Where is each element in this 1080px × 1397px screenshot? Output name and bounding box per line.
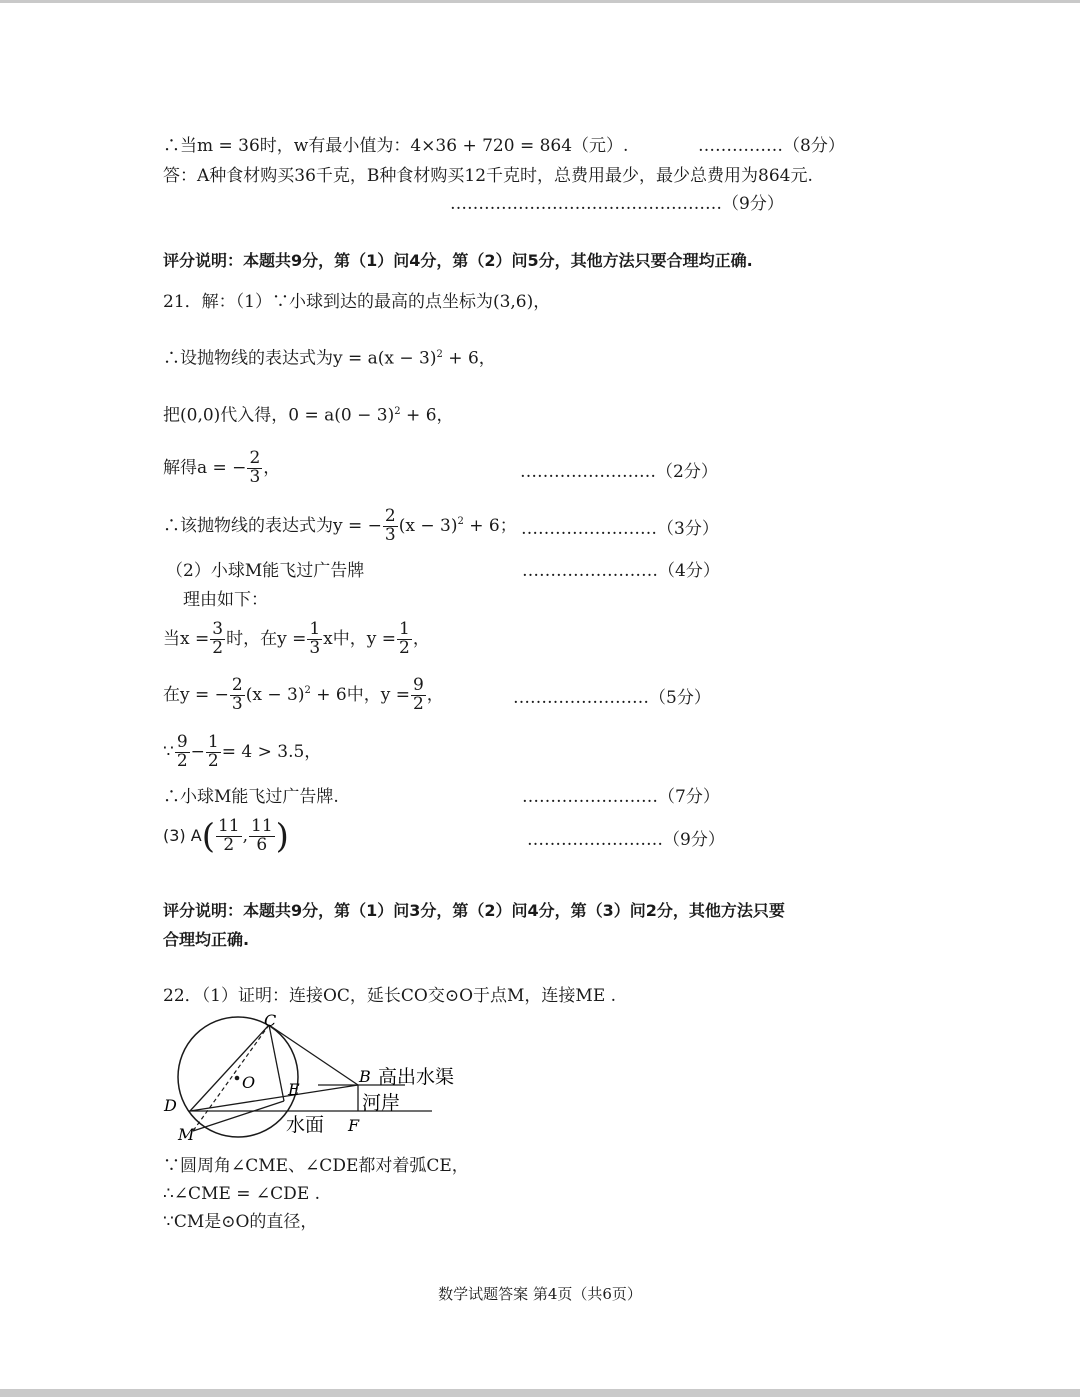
q21-line-2-tail: + 6， [442,348,496,369]
square-sup: 2 [436,349,443,360]
fraction-eleven-sixths [249,818,275,855]
frac-den: 2 [207,750,219,771]
q21-line-11: ∴小球M能飞过广告牌. [163,787,339,807]
label-b: B [359,1067,371,1086]
frac-num: 11 [251,816,273,836]
fraction-two-thirds [383,508,398,545]
text-line-answer: 答：A种食材购买36千克，B种食材购买12千克时，总费用最少，最少总费用为864元. [163,166,813,186]
square-sup: 2 [457,516,464,528]
label-d: D [164,1096,177,1115]
fraction-one-half [206,734,221,771]
segment-cm-dashed [193,1025,269,1131]
q21-line-6: （2）小球M能飞过广告牌 [166,561,365,581]
fraction-two-thirds [230,677,245,714]
segment-db [190,1085,358,1111]
label-o: O [242,1073,256,1092]
q22-line-1: 22．（1）证明：连接OC，延长CO交⊙O于点M，连接ME . [163,986,617,1006]
paren-left: ( [201,816,215,857]
fraction-two-thirds [247,450,262,487]
label-water: 水面 [286,1114,325,1136]
q21-line-12 [163,818,289,855]
q21-line-2-text: ∴设抛物线的表达式为y = a(x − 3) [163,348,437,369]
frac-den: 3 [384,524,396,545]
frac-den: 2 [223,834,235,855]
q21-line-8-c: x中，y = [323,628,397,649]
label-bank: 河岸 [362,1092,401,1114]
frac-num: 1 [399,619,410,639]
q21-line-5-mid: (x − 3) [398,515,458,536]
q21-line-4-text: 解得a = − [163,457,247,478]
frac-num: 11 [217,816,240,836]
q21-line-8 [163,621,430,658]
frac-num: 3 [212,619,224,639]
frac-num: 2 [231,675,243,695]
label-f: F [348,1116,360,1135]
square-sup: 2 [304,685,311,697]
frac-num: 1 [309,619,321,639]
q21-line-5-tail: + 6； [463,515,517,536]
score-9: ……………………（9分） [527,830,725,850]
q21-line-9-a: 在y = − [163,684,229,705]
label-canal: 高出水渠 [378,1066,455,1088]
q21-line-1: 21．解：（1）∵小球到达的最高的点坐标为(3,6)， [163,292,551,312]
score-2: ……………………（2分） [520,462,718,482]
q21-line-10 [163,734,321,771]
frac-den: 6 [256,834,268,855]
frac-num: 2 [249,448,261,468]
frac-den: 2 [399,637,410,658]
page-footer: 数学试题答案 第4页（共6页） [438,1285,642,1303]
page-bottom-edge [0,1389,1080,1397]
q21-line-7: 理由如下： [183,590,268,610]
scoring-note-q20: 评分说明：本题共9分，第（1）问4分，第（2）问5分，其他方法只要合理均正确. [163,251,753,270]
frac-den: 2 [212,637,224,658]
frac-den: 3 [309,637,321,658]
q21-line-3-text: 把(0,0)代入得，0 = a(0 − 3) [163,405,395,426]
q21-line-5-text: ∴该抛物线的表达式为y = − [163,515,382,536]
q21-line-9-d: ， [426,684,444,705]
comma: , [242,825,249,846]
q21-line-3 [163,407,454,425]
because-symbol: ∵ [163,741,174,762]
label-m: M [178,1125,195,1144]
score-9-first: …………………………………………（9分） [450,194,784,214]
frac-den: 2 [412,693,424,714]
q22-line-3: ∴∠CME = ∠CDE . [163,1184,321,1204]
fraction-nine-halves [175,734,190,771]
paren-right: ) [275,816,289,857]
fraction-one-half [397,621,412,658]
frac-num: 9 [176,732,188,752]
scoring-note-q21-line2: 合理均正确. [163,930,250,949]
fraction-eleven-halves [216,818,242,855]
minus-sign: − [190,741,205,762]
page-top-edge [0,0,1080,3]
score-5: ……………………（5分） [513,688,711,708]
q21-line-9 [163,677,444,714]
score-8: ……………（8分） [698,136,845,156]
frac-den: 3 [231,693,243,714]
scoring-note-q21-line1: 评分说明：本题共9分，第（1）问3分，第（2）问4分，第（3）问2分，其他方法只要 [163,901,785,920]
frac-den: 3 [249,466,261,487]
q21-line-9-b: (x − 3) [245,684,305,705]
frac-den: 2 [176,750,188,771]
q21-line-3-tail: + 6， [400,405,454,426]
q21-line-2 [163,350,496,368]
frac-num: 2 [384,506,396,526]
label-e: E [288,1080,300,1099]
q21-part3-label: (3) A [163,825,202,845]
q22-line-2: ∵圆周角∠CME、∠CDE都对着弧CE， [163,1156,469,1176]
segment-cb [269,1025,358,1085]
q21-line-8-d: ， [412,628,430,649]
q21-line-10-tail: = 4 > 3.5， [221,741,322,762]
fraction-nine-halves [411,677,426,714]
q21-line-5 [163,508,517,545]
q21-line-8-b: 时，在y = [226,628,307,649]
square-sup: 2 [394,406,401,417]
frac-num: 1 [207,732,219,752]
segment-cd [190,1025,269,1111]
score-7: ……………………（7分） [522,787,720,807]
label-c: C [264,1013,277,1030]
q21-line-4-tail: ， [263,457,281,478]
frac-num: 9 [412,675,424,695]
score-4: ……………………（4分） [522,561,720,581]
q21-line-4 [163,450,280,487]
q21-line-8-a: 当x = [163,628,210,649]
geometry-figure [160,1013,480,1148]
q22-line-4: ∵CM是⊙O的直径， [163,1212,318,1232]
score-3: ……………………（3分） [521,519,719,539]
fraction-one-third [307,621,322,658]
q21-line-9-c: + 6中，y = [310,684,410,705]
fraction-three-halves [210,621,225,658]
segment-me [193,1101,284,1131]
text-line-min-value: ∴当m = 36时，w有最小值为：4×36 + 720 = 864（元）. [163,136,629,156]
center-point [235,1076,240,1081]
